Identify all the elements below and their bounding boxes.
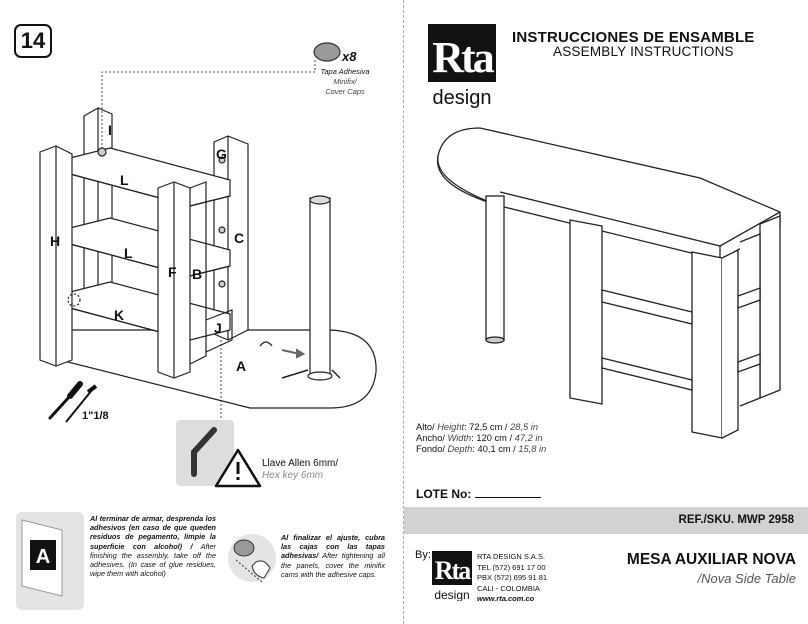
allen-key-label [262, 458, 338, 482]
note-remove-adhesives [90, 514, 216, 578]
company-city: CALI - COLOMBIA [477, 583, 540, 593]
screwdriver-icon [50, 384, 80, 418]
dimension-depth: Fondo/ Depth: 40,1 cm / 15,8 in [416, 444, 547, 454]
note-cover-caps-en: After tightening all the panels, cover the minifix cams with the adhesive caps. [281, 551, 385, 579]
part-label-j: J [214, 320, 222, 336]
note-cover-caps [281, 533, 385, 579]
company-name: RTA DESIGN S.A.S. [477, 552, 546, 561]
step-number-badge: 14 [14, 24, 52, 58]
header-title-en: ASSEMBLY INSTRUCTIONS [553, 44, 734, 59]
svg-text:Rta: Rta [434, 556, 470, 585]
header-title-es: INSTRUCCIONES DE ENSAMBLE [512, 29, 755, 46]
company-info [477, 552, 547, 605]
dimension-width: Ancho/ Width: 120 cm / 47,2 in [416, 433, 543, 443]
right-page [404, 0, 808, 624]
product-name [627, 551, 796, 586]
svg-text:design: design [434, 588, 470, 601]
product-name-en: /Nova Side Table [697, 571, 796, 586]
ref-sku-bar [404, 507, 808, 534]
part-label-k: K [114, 307, 125, 323]
company-tel: TEL (572) 691 17 00 [477, 562, 546, 572]
part-label-l-top: L [120, 172, 129, 188]
sticker-note-icon [16, 512, 84, 610]
part-label-b: B [192, 266, 203, 282]
note-cover-caps-es: Al finalizar el ajuste, cubra las cajas con las tapas adhesivas/ [281, 533, 385, 561]
lote-label: LOTE No: [416, 487, 472, 501]
cover-caps-label-es: Tapa Adhesiva [320, 67, 370, 76]
svg-text:Rta: Rta [432, 33, 492, 82]
cover-caps-label-en: Cover Caps [325, 87, 365, 96]
part-label-c: C [234, 230, 245, 246]
ref-sku-text: REF./SKU. MWP 2958 [678, 514, 794, 526]
allen-key-label-es: Llave Allen 6mm/ [262, 458, 339, 469]
lote-blank-line [475, 488, 541, 498]
dimensions-block [416, 422, 546, 455]
dimension-height: Alto/ Height: 72,5 cm / 28,5 in [416, 422, 538, 432]
part-label-l-mid: L [124, 245, 133, 261]
part-label-g: G [216, 146, 227, 162]
allen-key-label-en: Hex key 6mm [262, 470, 324, 481]
part-label-h: H [50, 233, 61, 249]
note-remove-adhesives-es: Al terminar de armar, desprenda los adhesivos (en caso de que queden residuos de pegamento, limpie la superficie con alcohol) / [90, 514, 216, 551]
lote-number-field [416, 487, 541, 501]
product-name-es: MESA AUXILIAR NOVA [626, 551, 796, 568]
svg-text:design: design [432, 87, 492, 108]
part-label-i: I [108, 122, 112, 138]
rta-design-small-logo [430, 549, 474, 601]
svg-text:A: A [35, 546, 51, 568]
by-label: By: [415, 549, 431, 561]
part-label-a: A [236, 358, 247, 374]
screw-size-label: 1"1/8 [82, 410, 109, 422]
company-website: www.rta.com.co [477, 594, 535, 603]
cover-cap-apply-icon [228, 534, 276, 582]
cover-caps-label-mid: Minifix/ [333, 77, 357, 86]
company-pbx: PBX (572) 695 91 81 [477, 573, 548, 582]
cover-caps-quantity: x8 [342, 49, 357, 64]
part-label-f: F [168, 264, 177, 280]
note-remove-adhesives-en: After finishing the assembly, take off the adhesives. (In case of glue residues, wipe them with alcohol) [90, 541, 216, 579]
